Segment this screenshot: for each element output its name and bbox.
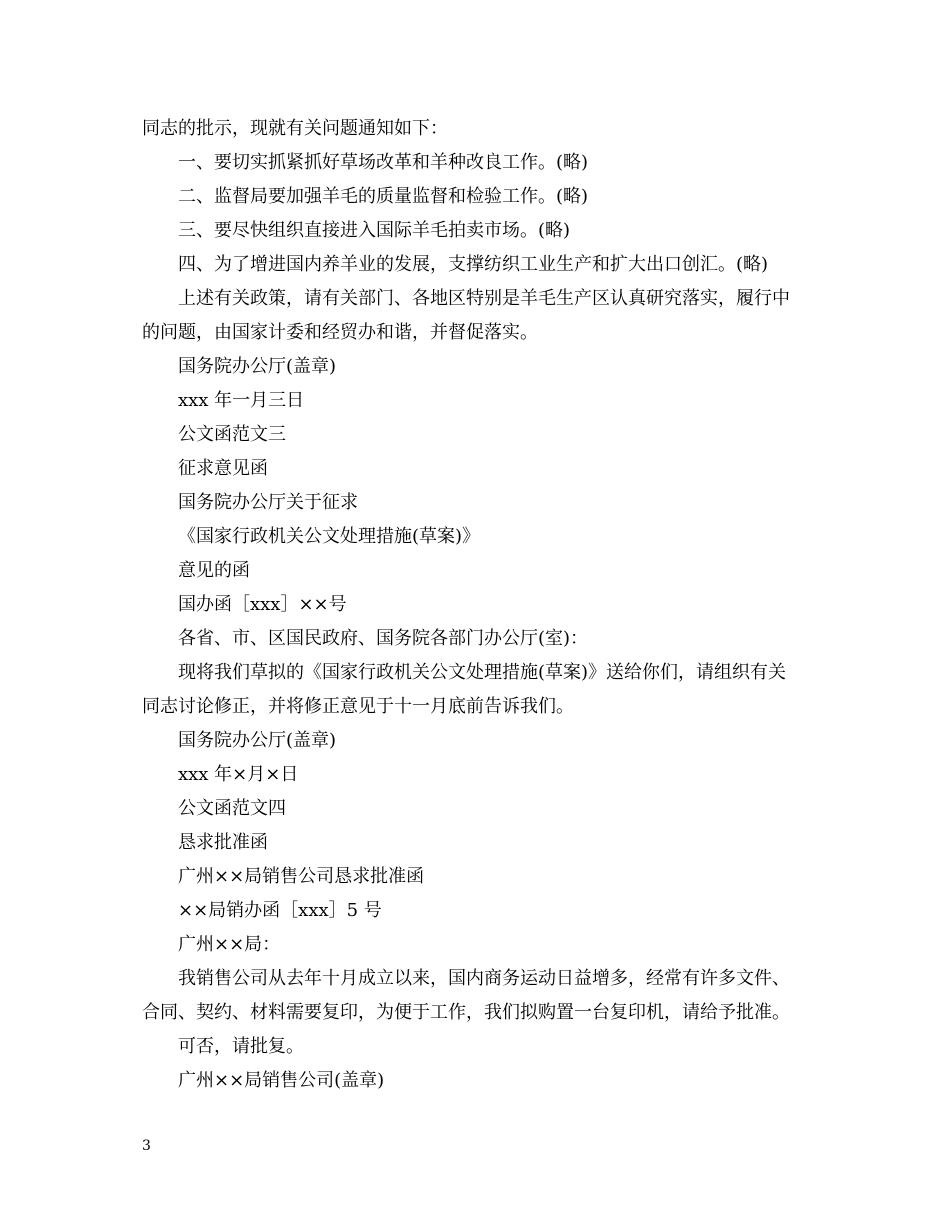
letter-type: 征求意见函 xyxy=(178,458,268,479)
document-number: ××局销办函［xxx］5 号 xyxy=(178,900,382,921)
text-line: 的问题，由国家计委和经贸办和谐，并督促落实。 xyxy=(142,322,538,343)
letter-title: 意见的函 xyxy=(178,560,250,581)
text-line: 四、为了增进国内养羊业的发展，支撑纺织工业生产和扩大出口创汇。(略) xyxy=(178,254,769,275)
letter-title: 国务院办公厅关于征求 xyxy=(178,492,358,513)
letter-title: 《国家行政机关公文处理措施(草案)》 xyxy=(178,526,481,547)
text-line: 现将我们草拟的《国家行政机关公文处理措施(草案)》送给你们，请组织有关 xyxy=(178,662,787,683)
section-heading: 公文函范文四 xyxy=(178,798,286,819)
text-line: 二、监督局要加强羊毛的质量监督和检验工作。(略) xyxy=(178,186,589,207)
document-number: 国办函［xxx］××号 xyxy=(178,594,347,615)
text-line: 我销售公司从去年十月成立以来，国内商务运动日益增多，经常有许多文件、 xyxy=(178,968,790,989)
text-line: 同志讨论修正，并将修正意见于十一月底前告诉我们。 xyxy=(142,696,574,717)
date-line: xxx 年一月三日 xyxy=(178,390,305,411)
text-line: 同志的批示，现就有关问题通知如下： xyxy=(142,118,448,139)
page-number: 3 xyxy=(142,1138,151,1154)
signature-line: 广州××局销售公司(盖章) xyxy=(178,1070,385,1091)
recipient-line: 广州××局： xyxy=(178,934,281,955)
text-line: 一、要切实抓紧抓好草场改革和羊种改良工作。(略) xyxy=(178,152,589,173)
letter-title: 广州××局销售公司恳求批准函 xyxy=(178,866,425,887)
recipient-line: 各省、市、区国民政府、国务院各部门办公厅(室)： xyxy=(178,628,589,649)
document-body xyxy=(142,112,822,1098)
text-line: 上述有关政策，请有关部门、各地区特别是羊毛生产区认真研究落实，履行中 xyxy=(178,288,790,309)
section-heading: 公文函范文三 xyxy=(178,424,286,445)
signature-line: 国务院办公厅(盖章) xyxy=(178,356,337,377)
text-line: 三、要尽快组织直接进入国际羊毛拍卖市场。(略) xyxy=(178,220,571,241)
text-line: 可否，请批复。 xyxy=(178,1036,304,1057)
text-line: 合同、契约、材料需要复印，为便于工作，我们拟购置一台复印机，请给予批准。 xyxy=(142,1002,790,1023)
signature-line: 国务院办公厅(盖章) xyxy=(178,730,337,751)
letter-type: 恳求批准函 xyxy=(178,832,268,853)
date-line: xxx 年×月×日 xyxy=(178,764,299,785)
